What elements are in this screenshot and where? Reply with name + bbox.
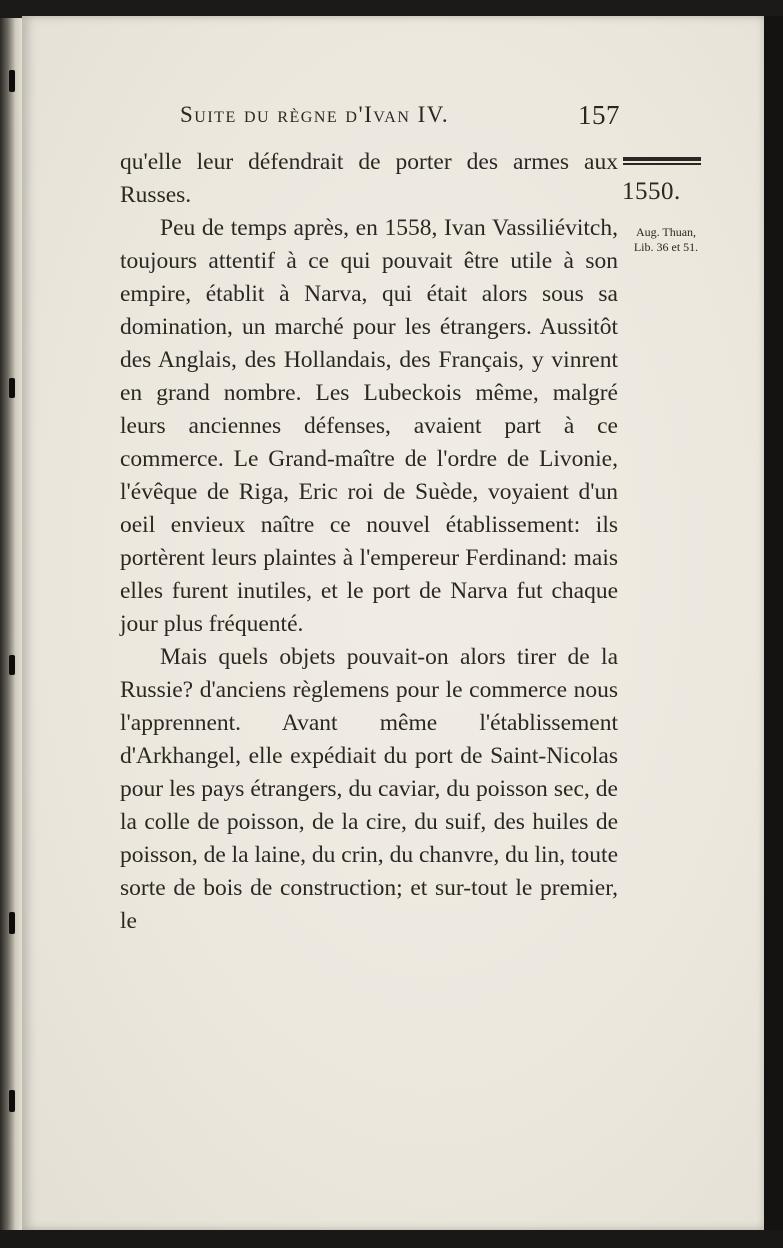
rule-thin-line (623, 163, 701, 165)
margin-citation (621, 225, 711, 255)
paragraph: qu'elle leur défendrait de porter des armes aux Russes. (120, 149, 618, 208)
binding-stitch (9, 378, 15, 398)
binding-stitch (9, 912, 15, 934)
binding-stitch (9, 70, 15, 92)
running-title: Suite du règne d'Ivan IV. (180, 102, 450, 127)
paragraph: Mais quels objets pouvait-on alors tirer de la Russie? d'anciens règlemens pour le commerce nous l'apprennent. Avant même l'établissement d'Arkhangel, elle expédiait du port de Saint-Nicolas pour les pays étrangers, du caviar, du poisson sec, de la colle de poisson, de la cire, du suif, des huiles de poisson, de la laine, du crin, du chanvre, du lin, toute sorte de bois de construction; et sur-tout le premier, le (120, 644, 618, 934)
binding-stitch (9, 1090, 15, 1112)
margin-citation-line: Aug. Thuan, (635, 225, 697, 239)
paragraph: Peu de temps après, en 1558, Ivan Vassiliévitch, toujours attentif à ce qui pouvait être utile à son empire, établit à Narva, qui était alors sous sa domination, un marché pour les étrangers. Aussitôt des Anglais, des Hollandais, des Français, y vinrent en grand nombre. Les Lubeckois même, malgré leurs anciennes défenses, avaient part à ce commerce. Le Grand-maître de l'ordre de Livonie, l'évêque de Riga, Eric roi de Suède, voyaient d'un oeil envieux naître ce nouvel établissement: ils portèrent leurs plaintes à l'empereur Ferdinand: mais elles furent inutiles, et le port de Narva fut chaque jour plus fréquenté. (120, 215, 618, 637)
running-header (180, 100, 620, 136)
margin-year: 1550. (622, 178, 681, 205)
page-right-edge (764, 16, 783, 1230)
double-rule (623, 157, 701, 166)
margin-citation-line: Lib. 36 et 51. (633, 240, 699, 254)
page-bottom-edge (0, 1230, 783, 1248)
previous-page-edge (0, 18, 22, 1230)
body-text (120, 146, 618, 938)
page-number: 157 (578, 100, 620, 130)
rule-thick-line (623, 157, 701, 161)
binding-stitch (9, 655, 15, 675)
